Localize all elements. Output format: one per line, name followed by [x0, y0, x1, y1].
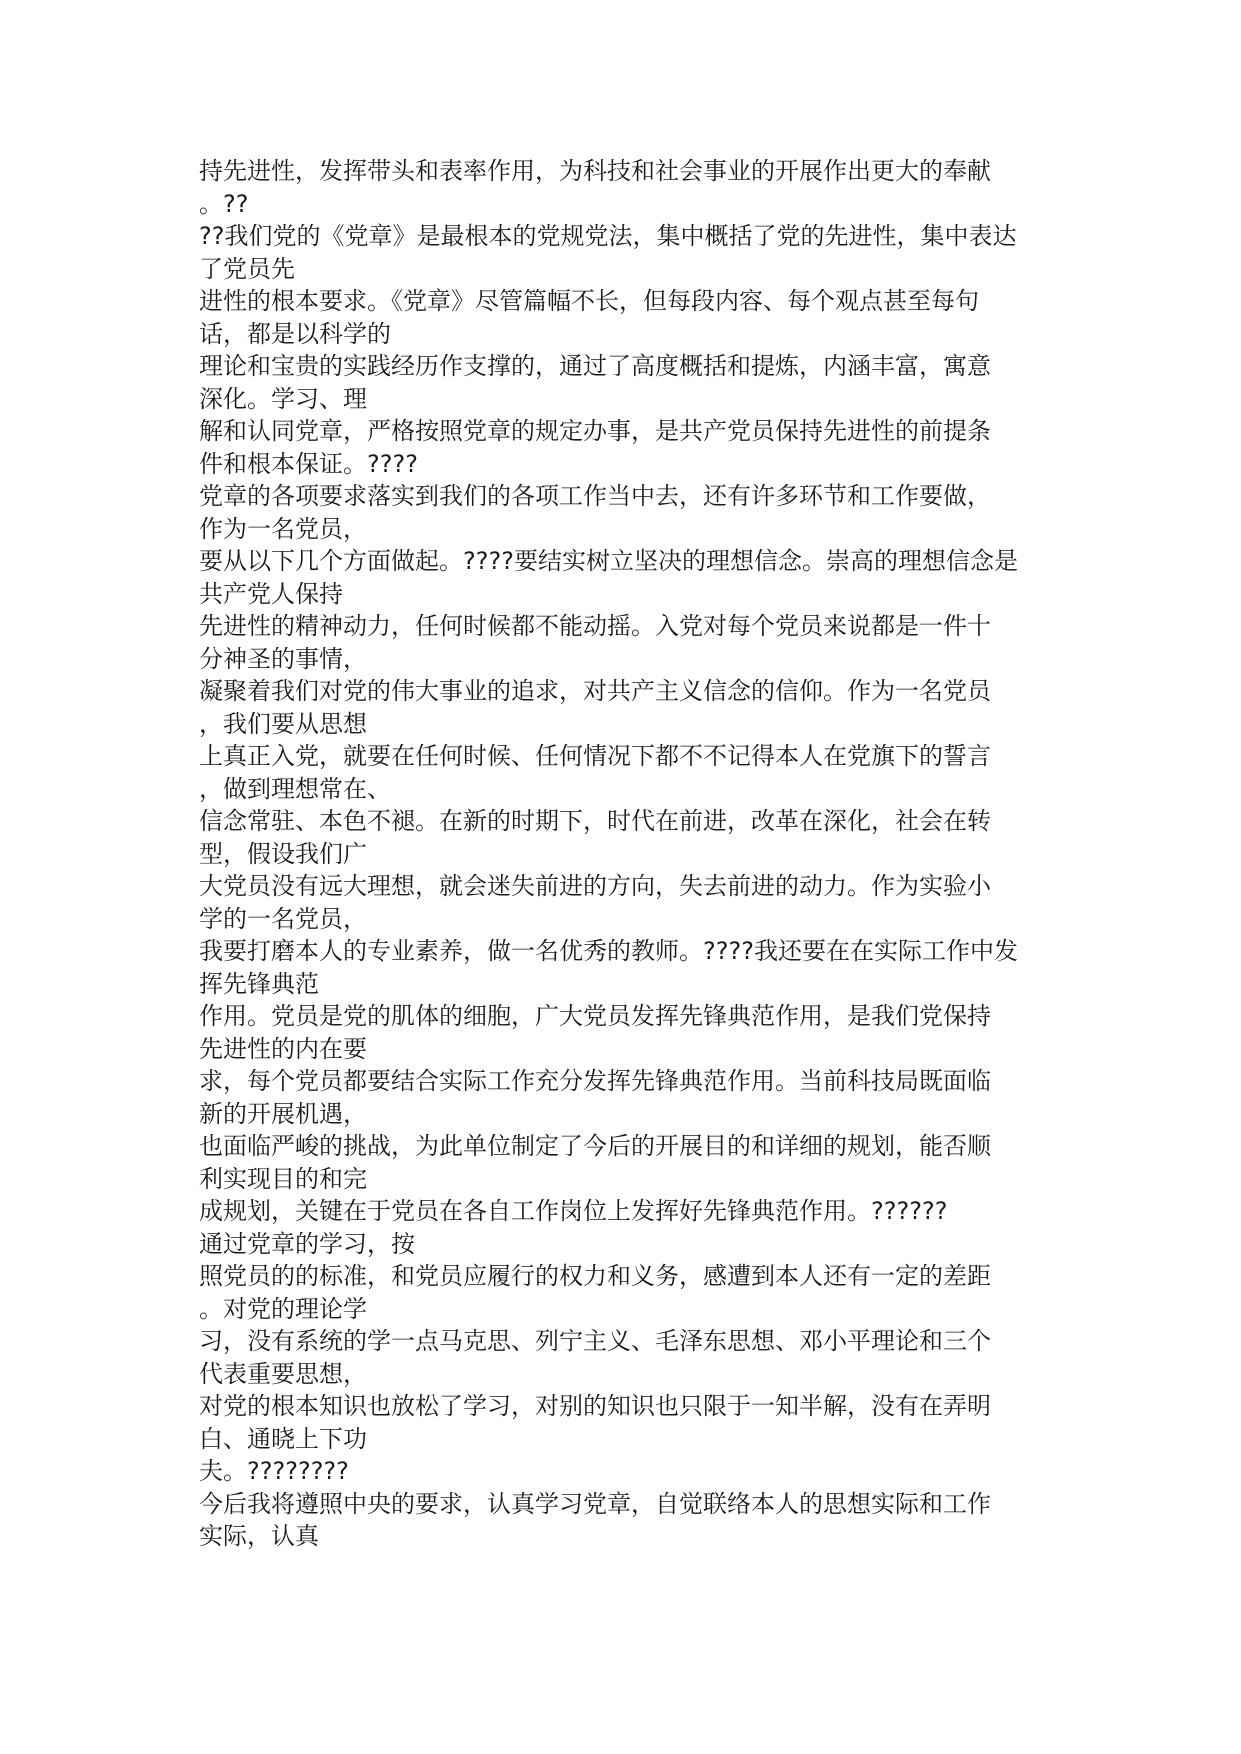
text-line: 白、通晓上下功 [199, 1424, 367, 1453]
text-line: 通过党章的学习，按 [199, 1229, 415, 1258]
text-line: 共产党人保持 [199, 579, 343, 608]
text-line: 先进性的精神动力，任何时候都不能动摇。入党对每个党员来说都是一件十 [199, 612, 991, 640]
text-line: 进性的根本要求。《党章》尽管篇幅不长，但每段内容、每个观点甚至每句 [199, 287, 979, 315]
text-line: 理论和宝贵的实践经历作支撑的，通过了高度概括和提炼，内涵丰富，寓意 [199, 352, 991, 380]
text-line: 照党员的的标准，和党员应履行的权力和义务，感遭到本人还有一定的差距 [199, 1262, 991, 1290]
text-line: 话，都是以科学的 [199, 319, 391, 348]
text-line: 持先进性，发挥带头和表率作用，为科技和社会事业的开展作出更大的奉献 [199, 157, 991, 185]
text-line: 信念常驻、本色不褪。在新的时期下，时代在前进，改革在深化，社会在转 [199, 807, 991, 835]
text-line: 作用。党员是党的肌体的细胞，广大党员发挥先锋典范作用，是我们党保持 [199, 1002, 991, 1030]
text-line: 深化。学习、理 [199, 384, 367, 413]
text-line: 也面临严峻的挑战，为此单位制定了今后的开展目的和详细的规划，能否顺 [199, 1132, 991, 1160]
text-line: 挥先锋典范 [199, 969, 319, 998]
text-line: ，我们要从思想 [199, 709, 367, 738]
document-body [199, 155, 1079, 1553]
text-line: 实际，认真 [199, 1522, 319, 1550]
text-line: 习，没有系统的学一点马克思、列宁主义、毛泽东思想、邓小平理论和三个 [199, 1327, 991, 1355]
text-line: 上真正入党，就要在任何时候、任何情况下都不不记得本人在党旗下的誓言 [199, 742, 991, 770]
text-line: 大党员没有远大理想，就会迷失前进的方向，失去前进的动力。作为实验小 [199, 872, 991, 900]
text-line: 学的一名党员， [199, 904, 367, 933]
text-line: 新的开展机遇， [199, 1099, 367, 1128]
text-line: 。对党的理论学 [199, 1294, 367, 1323]
text-line: 利实现目的和完 [199, 1164, 367, 1193]
text-line: 型，假设我们广 [199, 839, 367, 868]
text-line: 。?? [199, 189, 249, 218]
text-line: 我要打磨本人的专业素养，做一名优秀的教师。????我还要在在实际工作中发 [199, 937, 1018, 965]
text-line: 要从以下几个方面做起。????要结实树立坚决的理想信念。崇高的理想信念是 [199, 547, 1018, 575]
text-line: 先进性的内在要 [199, 1034, 367, 1063]
text-line: 作为一名党员， [199, 514, 367, 543]
text-line: 解和认同党章，严格按照党章的规定办事，是共产党员保持先进性的前提条 [199, 417, 991, 445]
text-line: ，做到理想常在、 [199, 774, 391, 803]
text-line: 了党员先 [199, 254, 295, 283]
text-line: 对党的根本知识也放松了学习，对别的知识也只限于一知半解，没有在弄明 [199, 1392, 991, 1420]
text-line: ??我们党的《党章》是最根本的党规党法，集中概括了党的先进性，集中表达 [199, 222, 1017, 250]
text-line: 成规划，关键在于党员在各自工作岗位上发挥好先锋典范作用。?????? [199, 1197, 948, 1225]
text-line: 代表重要思想， [199, 1359, 367, 1388]
text-line: 凝聚着我们对党的伟大事业的追求，对共产主义信念的信仰。作为一名党员 [199, 677, 991, 705]
text-line: 件和根本保证。???? [199, 449, 418, 478]
text-line: 分神圣的事情， [199, 644, 367, 673]
text-line: 求，每个党员都要结合实际工作充分发挥先锋典范作用。当前科技局既面临 [199, 1067, 991, 1095]
text-line: 夫。???????? [199, 1457, 349, 1485]
text-line: 今后我将遵照中央的要求，认真学习党章，自觉联络本人的思想实际和工作 [199, 1489, 991, 1518]
text-line: 党章的各项要求落实到我们的各项工作当中去，还有许多环节和工作要做， [199, 482, 991, 510]
